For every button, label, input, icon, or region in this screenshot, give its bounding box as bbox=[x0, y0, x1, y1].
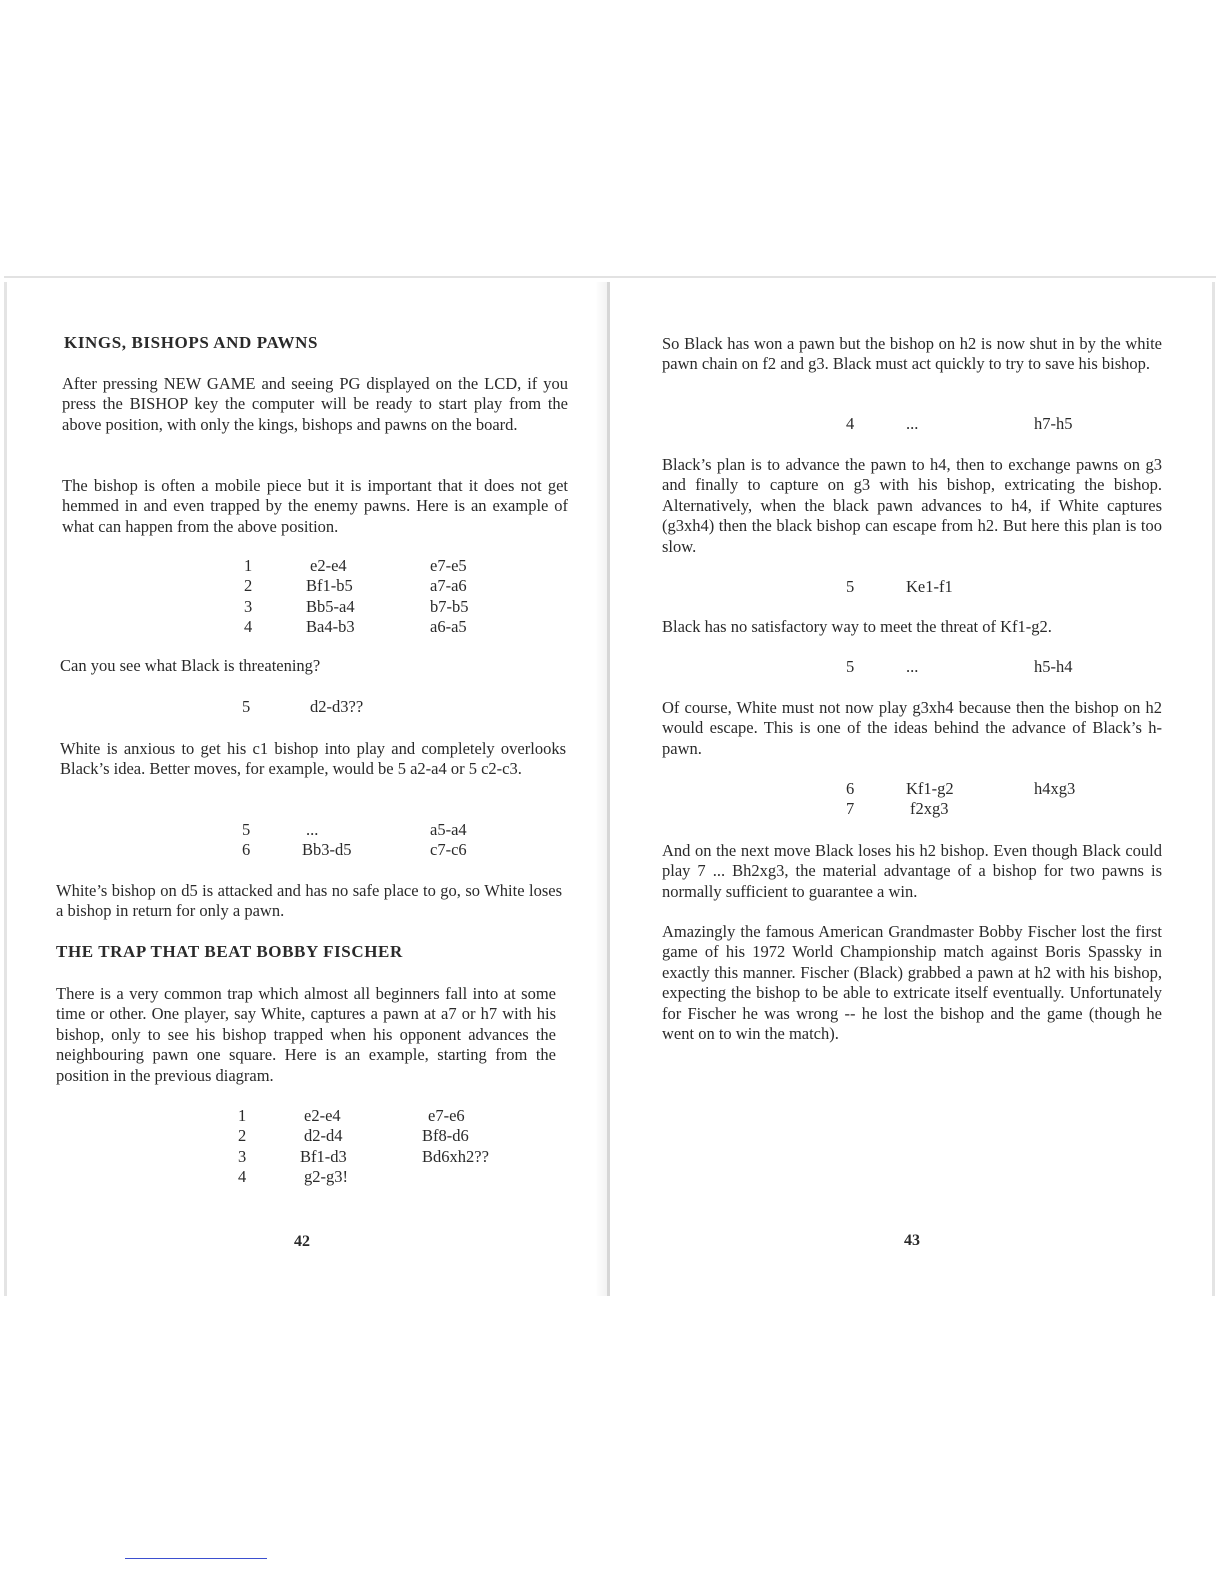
paragraph-common-trap: There is a very common trap which almost all beginners fall into at some time or other. One player, say White, captures a pawn at a7 or h7 with his bishop, only to see his bishop trapped when his opponent advances the neighbouring pawn one square. Here is an example, starting from the position in the previous diagram. bbox=[56, 984, 556, 1085]
black-move: e7-e6 bbox=[428, 1106, 465, 1125]
move-number: 4 bbox=[238, 1167, 247, 1187]
white-move: f2xg3 bbox=[910, 799, 949, 819]
move-row bbox=[662, 577, 1164, 597]
move-row bbox=[56, 576, 566, 596]
move-list-1 bbox=[56, 556, 566, 638]
move-number: 6 bbox=[242, 840, 251, 860]
move-row bbox=[56, 597, 566, 617]
white-move: ... bbox=[906, 414, 919, 433]
move-list-8 bbox=[662, 779, 1164, 820]
move-row bbox=[56, 840, 566, 860]
black-move: Bf8-d6 bbox=[422, 1126, 469, 1146]
black-move: c7-c6 bbox=[430, 840, 467, 860]
white-move: d2-d4 bbox=[304, 1126, 343, 1146]
white-move: ... bbox=[306, 820, 319, 839]
move-row bbox=[56, 697, 566, 717]
spread-edge-right bbox=[1212, 282, 1215, 1296]
move-list-2 bbox=[56, 697, 566, 717]
page-number: 43 bbox=[904, 1232, 920, 1249]
paragraph-threat-question: Can you see what Black is threatening? bbox=[60, 656, 321, 675]
move-number: 1 bbox=[244, 556, 253, 575]
black-move: e7-e5 bbox=[430, 556, 467, 575]
white-move: Kf1-g2 bbox=[906, 779, 954, 798]
move-row bbox=[662, 414, 1164, 434]
move-row bbox=[662, 779, 1164, 799]
move-number: 4 bbox=[846, 414, 855, 433]
white-move: Bf1-b5 bbox=[306, 576, 353, 596]
move-row bbox=[56, 1167, 566, 1187]
move-number: 6 bbox=[846, 779, 855, 798]
move-number: 2 bbox=[244, 576, 253, 596]
gutter-shadow bbox=[595, 282, 607, 1296]
paragraph-black-won-pawn: So Black has won a pawn but the bishop on h2 is now shut in by the white pawn chain on f2 and g3. Black must act quickly to try to save his bishop. bbox=[662, 334, 1162, 374]
footnote-rule bbox=[125, 1558, 267, 1559]
move-number: 2 bbox=[238, 1126, 247, 1146]
move-number: 7 bbox=[846, 799, 855, 819]
move-row bbox=[56, 556, 566, 576]
paragraph-next-move: And on the next move Black loses his h2 bishop. Even though Black could play 7 ... Bh2xg3, the material advantage of a bishop for two pawns is normally sufficient to guarantee a win. bbox=[662, 841, 1162, 901]
black-move: a7-a6 bbox=[430, 576, 467, 596]
book-gutter bbox=[607, 282, 610, 1296]
black-move: h7-h5 bbox=[1034, 414, 1073, 433]
move-row bbox=[56, 820, 566, 840]
black-move: b7-b5 bbox=[430, 596, 469, 616]
move-row bbox=[56, 1106, 566, 1126]
paragraph-of-course: Of course, White must not now play g3xh4 because then the bishop on h2 would escape. This is one of the ideas behind the advance of Black’s h-pawn. bbox=[662, 698, 1162, 758]
paragraph-black-plan: Black’s plan is to advance the pawn to h4, then to exchange pawns on g3 and finally to capture on g3 with his bishop, extricating the bishop. Alternatively, when the black pawn advances to h4, if White captures (g3xh4) then the black bishop can escape from h2. But here this plan is too slow. bbox=[662, 455, 1162, 556]
move-list-5 bbox=[662, 414, 1164, 434]
white-move: Ke1-f1 bbox=[906, 577, 953, 596]
black-move: Bd6xh2?? bbox=[422, 1146, 489, 1166]
page-number: 42 bbox=[294, 1233, 310, 1250]
move-number: 4 bbox=[244, 617, 253, 637]
move-row bbox=[56, 1126, 566, 1146]
black-move: h4xg3 bbox=[1034, 779, 1076, 798]
move-row bbox=[662, 657, 1164, 677]
white-move: e2-e4 bbox=[304, 1106, 341, 1125]
move-list-4 bbox=[56, 1106, 566, 1188]
paragraph-intro: After pressing NEW GAME and seeing PG displayed on the LCD, if you press the BISHOP key the computer will be ready to start play from the above position, with only the kings, bishops and pawns on the board. bbox=[62, 374, 568, 434]
white-move: ... bbox=[906, 657, 919, 676]
section-heading-fischer-trap: THE TRAP THAT BEAT BOBBY FISCHER bbox=[56, 942, 403, 961]
move-list-7 bbox=[662, 657, 1164, 677]
paragraph-no-satisfactory-way: Black has no satisfactory way to meet the threat of Kf1-g2. bbox=[662, 617, 1052, 636]
move-list-6 bbox=[662, 577, 1164, 597]
paragraph-bishop-mobility: The bishop is often a mobile piece but it is important that it does not get hemmed in and even trapped by the enemy pawns. Here is an example of what can happen from the above position. bbox=[62, 476, 568, 536]
paragraph-fischer-story: Amazingly the famous American Grandmaster Bobby Fischer lost the first game of his 1972 World Championship match against Boris Spassky in exactly this manner. Fischer (Black) grabbed a pawn at h2 with his bishop, expecting the bishop to be able to extricate itself eventually. Unfortunately for Fischer he was wrong -- he lost the bishop and the game (though he went on to win the match). bbox=[662, 922, 1162, 1044]
white-move: g2-g3! bbox=[304, 1167, 348, 1187]
white-move: Bf1-d3 bbox=[300, 1146, 347, 1166]
move-number: 5 bbox=[242, 697, 251, 716]
move-row bbox=[662, 799, 1164, 819]
white-move: Bb5-a4 bbox=[306, 596, 355, 616]
move-number: 1 bbox=[238, 1106, 247, 1125]
black-move: h5-h4 bbox=[1034, 657, 1073, 676]
move-row bbox=[56, 617, 566, 637]
move-number: 3 bbox=[244, 596, 253, 616]
move-number: 5 bbox=[846, 657, 855, 676]
move-list-3 bbox=[56, 820, 566, 861]
move-number: 5 bbox=[242, 820, 251, 839]
move-number: 3 bbox=[238, 1146, 247, 1166]
paragraph-bishop-attacked: White’s bishop on d5 is attacked and has no safe place to go, so White loses a bishop in return for only a pawn. bbox=[56, 881, 562, 921]
move-number: 5 bbox=[846, 577, 855, 596]
white-move: d2-d3?? bbox=[310, 697, 364, 716]
white-move: Bb3-d5 bbox=[302, 840, 352, 860]
black-move: a6-a5 bbox=[430, 617, 467, 637]
move-row bbox=[56, 1147, 566, 1167]
white-move: e2-e4 bbox=[310, 556, 347, 575]
section-heading-kings-bishops-pawns: KINGS, BISHOPS AND PAWNS bbox=[64, 333, 319, 352]
black-move: a5-a4 bbox=[430, 820, 467, 839]
spread-edge-left bbox=[4, 282, 7, 1296]
paragraph-white-anxious: White is anxious to get his c1 bishop into play and completely overlooks Black’s idea. Better moves, for example, would be 5 a2-a4 or 5 c2-c3. bbox=[60, 739, 566, 779]
white-move: Ba4-b3 bbox=[306, 617, 355, 637]
